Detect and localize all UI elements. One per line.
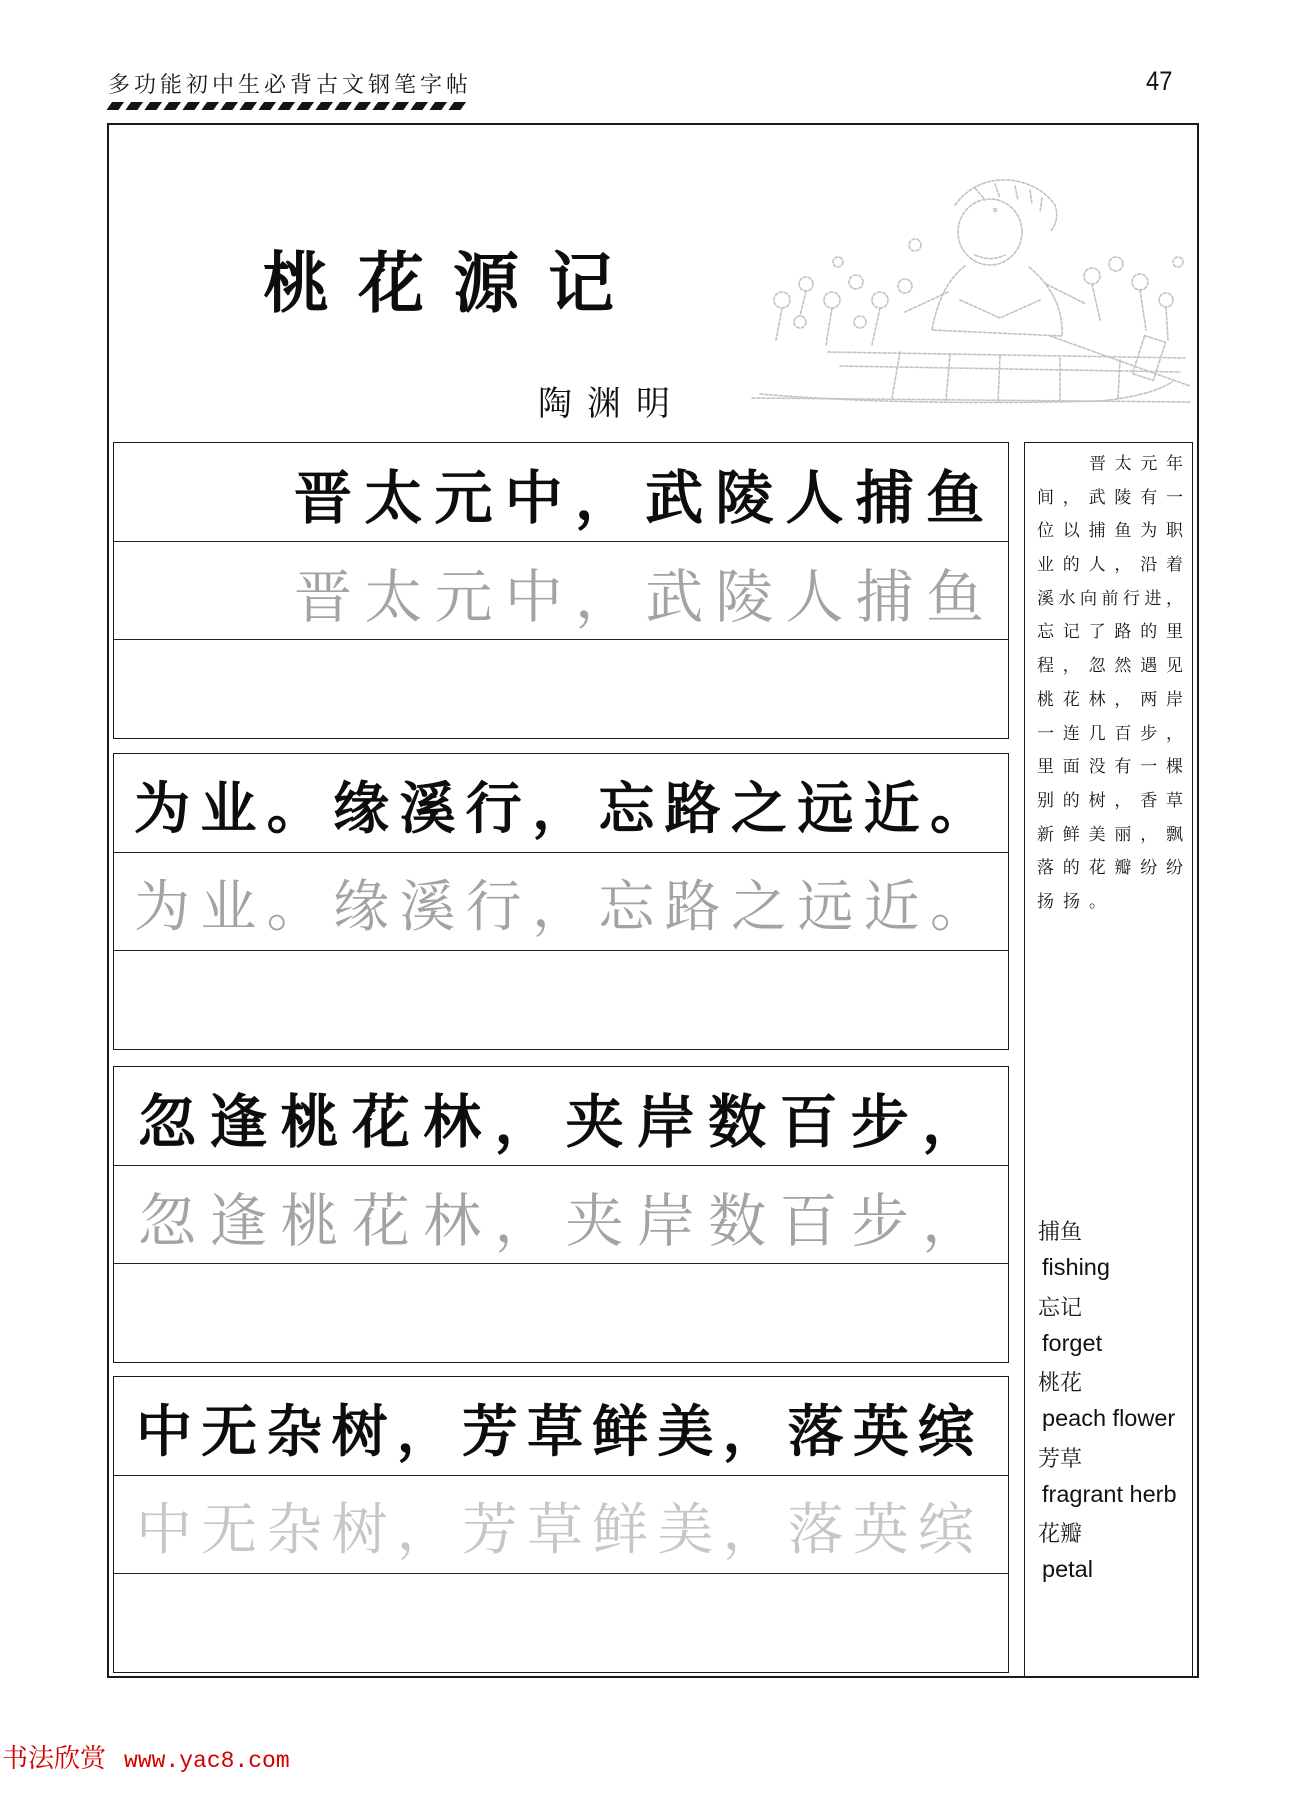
translation-line: 晋太元年 (1089, 454, 1183, 474)
translation-line: 间，武陵有一 (1037, 487, 1183, 508)
vocabulary-item (1038, 1292, 1188, 1368)
page-number: 47 (1146, 66, 1173, 96)
vocabulary-english: peach flower (1042, 1405, 1176, 1431)
vocabulary-chinese: 芳草 (1038, 1446, 1083, 1472)
book-title: 多功能初中生必背古文钢笔字帖 (108, 73, 473, 98)
practice-block-3 (113, 1066, 1009, 1363)
essay-title: 桃花源记 (263, 244, 643, 322)
vocabulary-list (1038, 1216, 1188, 1594)
model-row: 忽逢桃花林，夹岸数百步， (138, 1088, 980, 1156)
practice-block-4 (113, 1376, 1009, 1673)
translation-line: 溪水向前行进， (1037, 588, 1183, 609)
practice-block-2 (113, 753, 1009, 1050)
translation-line: 别的树，香草 (1037, 790, 1183, 811)
modern-translation (1037, 448, 1183, 920)
vocabulary-item (1038, 1367, 1188, 1443)
model-row: 为业。缘溪行，忘路之远近。 (134, 776, 986, 842)
footer-watermark (2, 1743, 290, 1778)
translation-line: 新鲜美丽，飘 (1037, 824, 1183, 845)
annotation-column (1024, 442, 1193, 1677)
vocabulary-item (1038, 1518, 1188, 1594)
footer-site-name: 书法欣赏 (2, 1744, 107, 1774)
vocabulary-item (1038, 1216, 1188, 1292)
translation-line: 里面没有一棵 (1037, 757, 1183, 778)
blank-practice-row (114, 639, 1008, 736)
trace-row: 忽逢桃花林，夹岸数百步， (114, 1165, 1008, 1263)
model-row: 中无杂树，芳草鲜美，落英缤 (136, 1399, 974, 1465)
practice-block-1 (113, 442, 1009, 739)
trace-row: 中无杂树，芳草鲜美，落英缤 (114, 1475, 1008, 1573)
header-dash-decoration (106, 102, 472, 110)
translation-line: 程，忽然遇见 (1037, 656, 1183, 677)
vocabulary-english: petal (1042, 1556, 1093, 1582)
vocabulary-chinese: 忘记 (1038, 1295, 1083, 1321)
vocabulary-english: fragrant herb (1042, 1480, 1177, 1507)
translation-line: 一连几百步， (1037, 723, 1183, 744)
vocabulary-chinese: 桃花 (1038, 1371, 1083, 1396)
translation-line: 落的花瓣纷纷 (1037, 858, 1183, 879)
vocabulary-english: forget (1042, 1329, 1103, 1356)
footer-url: www.yac8.com (124, 1748, 290, 1774)
vocabulary-item (1038, 1443, 1188, 1519)
translation-line: 桃花林，两岸 (1037, 689, 1183, 710)
blank-practice-row (114, 1263, 1008, 1360)
trace-row: 晋太元中，武陵人捕鱼 (114, 541, 1008, 639)
trace-row: 为业。缘溪行，忘路之远近。 (114, 852, 1008, 950)
vocabulary-chinese: 捕鱼 (1038, 1220, 1083, 1245)
vocabulary-chinese: 花瓣 (1038, 1522, 1083, 1547)
translation-line: 扬扬。 (1037, 891, 1115, 912)
translation-line: 位以捕鱼为职 (1037, 521, 1183, 542)
translation-line: 忘记了路的里 (1037, 622, 1183, 643)
fisherman-boat-illustration-icon (747, 170, 1192, 405)
model-row: 晋太元中，武陵人捕鱼 (294, 464, 984, 532)
translation-line: 业的人，沿着 (1037, 555, 1183, 576)
blank-practice-row (114, 1573, 1008, 1670)
vocabulary-english: fishing (1042, 1254, 1110, 1280)
essay-author: 陶渊明 (538, 384, 685, 424)
blank-practice-row (114, 950, 1008, 1047)
